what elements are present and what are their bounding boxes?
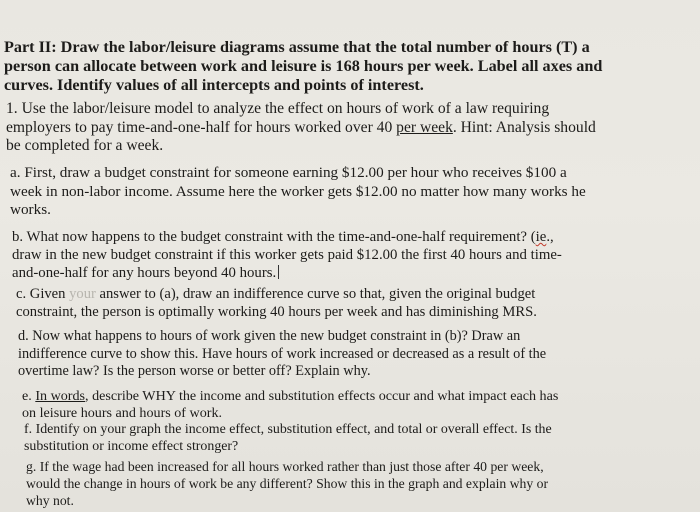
q1-line-2: [6, 119, 596, 138]
question-1c: [16, 286, 537, 321]
question-1b: [12, 228, 562, 282]
qd-line-2: indifference curve to show this. Have hours of work increased or decreased as a result of the: [18, 345, 547, 362]
part-ii-heading: [4, 38, 694, 95]
qg-line-3: why not.: [26, 493, 74, 508]
qb-line-1: [12, 228, 562, 246]
heading-line-3: curves. Identify values of all intercepts and points of interest.: [4, 76, 424, 94]
qe-line-1-start: e.: [22, 388, 36, 404]
qa-line-2: week in non-labor income. Assume here the worker gets $12.00 no matter how many works he: [10, 182, 586, 200]
question-1: [6, 100, 596, 156]
qg-line-2: would the change in hours of work be any different? Show this in the graph and explain why or: [26, 476, 549, 491]
qg-line-1: g. If the wage had been increased for all hours worked rather than just those after 40 per week,: [26, 459, 544, 474]
qb-spellcheck-ie: ie: [535, 229, 547, 245]
qc-line-2: constraint, the person is optimally working 40 hours per week and has diminishing MRS.: [16, 303, 537, 320]
qd-line-3: overtime law? Is the person worse or better off? Explain why.: [18, 363, 371, 379]
qe-line-2: on leisure hours and hours of work.: [22, 405, 223, 421]
qc-line-1-text: answer to (a), draw an indifference curve so that, given the original budget: [95, 286, 536, 302]
text-cursor: [278, 265, 279, 279]
qe-underlined-in-words: In words: [35, 388, 86, 404]
question-1d: [18, 328, 546, 381]
heading-line-2: person can allocate between work and leisure is 168 hours per week. Label all axes and: [4, 57, 603, 75]
qc-line-1-start: c. Given: [16, 286, 70, 302]
question-1e: [22, 388, 558, 422]
qb-line-1-text: b. What now happens to the budget constraint with the time-and-one-half requirement? (: [12, 229, 536, 245]
question-1f: [24, 421, 552, 455]
question-1g: [26, 458, 548, 509]
question-1a: [10, 164, 586, 220]
qc-line-1: [16, 286, 537, 304]
heading-line-1: Part II: Draw the labor/leisure diagrams assume that the total number of hours (T) a: [4, 38, 590, 56]
qb-line-3-text: and-one-half for any hours beyond 40 hours.: [12, 265, 277, 281]
qa-line-3: works.: [10, 201, 51, 218]
qe-line-1: [22, 388, 558, 405]
qa-line-1: a. First, draw a budget constraint for someone earning $12.00 per hour who receives $100 a: [10, 164, 567, 181]
qf-line-2: substitution or income effect stronger?: [24, 439, 239, 454]
qb-line-1-end: .,: [546, 229, 554, 245]
qf-line-1: f. Identify on your graph the income effect, substitution effect, and total or overall effect. Is the: [24, 422, 552, 437]
q1-line-2-text: employers to pay time-and-one-half for hours worked over 40: [6, 118, 397, 136]
qb-line-2: draw in the new budget constraint if this worker gets paid $12.00 the first 40 hours and time-: [12, 247, 562, 263]
qc-faded-word: your: [69, 286, 96, 302]
worksheet-page: [0, 36, 700, 512]
qd-line-1: d. Now what happens to hours of work given the new budget constraint in (b)? Draw an: [18, 328, 521, 344]
qb-line-3: [12, 264, 562, 282]
q1-line-1: 1. Use the labor/leisure model to analyze the effect on hours of work of a law requiring: [6, 100, 550, 117]
q1-line-3: be completed for a week.: [6, 137, 164, 154]
q1-underlined-per-week: per week: [396, 118, 453, 136]
qe-line-1-text: , describe WHY the income and substitution effects occur and what impact each has: [85, 388, 559, 404]
q1-line-2-hint: . Hint: Analysis should: [452, 118, 596, 136]
